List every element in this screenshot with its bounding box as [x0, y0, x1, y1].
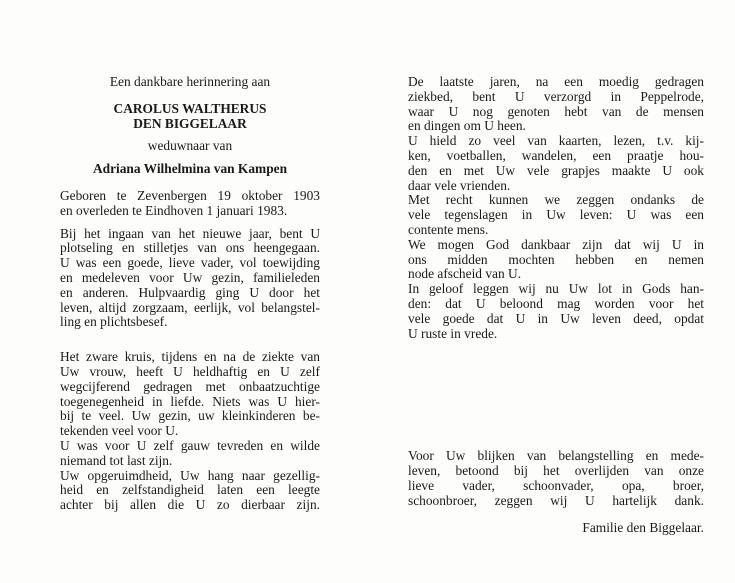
text-line: ons midden mochten hebben en nemen: [408, 251, 704, 267]
died-line: en overleden te Eindhoven 1 januari 1983.: [60, 202, 288, 218]
text-line: den en met Uw vele grapjes maakte U ook: [408, 162, 704, 178]
text-line: bij te veel. Uw gezin, uw kleinkinderen be-: [60, 408, 320, 424]
text-line: ken, voetballen, wandelen, een praatje hou-: [408, 147, 704, 163]
relation-line: weduwnaar van: [147, 138, 233, 154]
text-line: ziekbed, bent U verzorgd in Peppelrode,: [408, 88, 704, 104]
text-line: node afscheid van U.: [408, 266, 522, 282]
intro-line: Een dankbare herinnering aan: [109, 74, 271, 89]
deceased-name-line2: DEN BIGGELAAR: [133, 115, 247, 131]
text-line: Bij het ingaan van het nieuwe jaar, bent U: [60, 225, 320, 241]
text-line: schoonbroer, zeggen wij U hartelijk dank.: [408, 492, 704, 508]
text-line: U hield zo veel van kaarten, lezen, t.v. kij-: [408, 133, 704, 149]
text-line: achter bij allen die U zo dierbaar zijn.: [60, 497, 320, 513]
text-line: plotseling en stilletjes van ons heengegaan.: [60, 240, 320, 256]
born-line: Geboren te Zevenbergen 19 oktober 1903: [60, 187, 320, 203]
text-line: heid en zelfstandigheid laten een leegte: [60, 482, 320, 498]
text-line: toegenegenheid in liefde. Niets was U hier-: [60, 393, 320, 409]
text-line: Voor Uw blijken van belangstelling en mede-: [408, 448, 704, 464]
text-line: en anderen. Hulpvaardig ging U door het: [60, 284, 320, 300]
text-line: en dingen om U heen.: [408, 118, 526, 134]
right-column: [408, 75, 704, 535]
text-line: We mogen God dankbaar zijn dat wij U in: [408, 236, 704, 252]
text-line: den: dat U beloond mag worden voor het: [408, 295, 704, 311]
left-paragraph-1: [60, 227, 320, 331]
text-line: leven, altijd zorgzaam, eerlijk, vol belangstel-: [60, 299, 320, 315]
text-line: In geloof leggen wij nu Uw lot in Gods han-: [408, 281, 704, 297]
text-line: en medeleven voor Uw gezin, familieleden: [60, 269, 320, 285]
text-line: waar U nog genoten hebt van de mensen: [408, 103, 704, 119]
text-line: U was voor U zelf gauw tevreden en wilde: [60, 437, 320, 453]
text-line: vele tegenslagen in Uw leven: U was een: [408, 207, 704, 223]
family-signature: Familie den Biggelaar.: [582, 519, 704, 535]
text-line: niemand tot last zijn.: [60, 452, 173, 468]
text-line: Uw opgeruimdheid, Uw hang naar gezellig-: [60, 467, 320, 483]
thanks-paragraph: [408, 449, 704, 508]
right-paragraph-1: [408, 75, 704, 341]
text-line: daar vele vrienden.: [408, 177, 511, 193]
text-line: De laatste jaren, na een moedig gedragen: [408, 74, 704, 89]
text-line: wegcijferend gedragen met onbaatzuchtige: [60, 378, 320, 394]
text-line: Het zware kruis, tijdens en na de ziekte van: [60, 349, 320, 365]
text-line: U was een goede, lieve vader, vol toewijding: [60, 255, 320, 271]
left-column: [60, 75, 320, 513]
text-line: lieve vader, schoonvader, opa, broer,: [408, 477, 704, 493]
text-line: tekenden veel voor U.: [60, 423, 179, 439]
deceased-name-line1: CAROLUS WALTHERUS: [113, 100, 267, 116]
text-line: contente mens.: [408, 221, 489, 237]
text-line: Uw vrouw, heeft U heldhaftig en U zelf: [60, 363, 320, 379]
text-line: Met recht kunnen we zeggen ondanks de: [408, 192, 704, 208]
spouse-name: Adriana Wilhelmina van Kampen: [92, 161, 288, 177]
left-paragraph-2: [60, 350, 320, 513]
text-line: vele goede dat U in Uw leven deed, opdat: [408, 310, 704, 326]
text-line: ling en plichtsbesef.: [60, 314, 168, 330]
text-line: U ruste in vrede.: [408, 325, 498, 341]
text-line: leven, betoond bij het overlijden van onze: [408, 463, 704, 479]
